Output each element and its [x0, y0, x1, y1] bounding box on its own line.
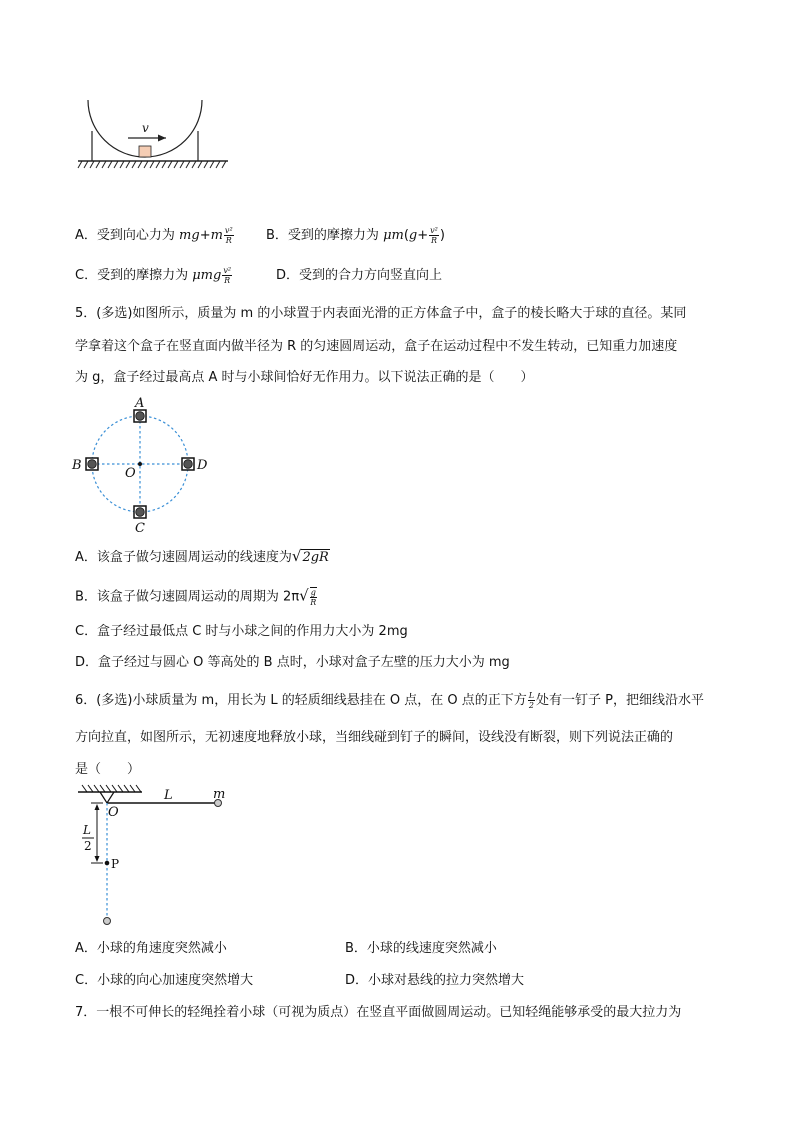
q5-option-b-num: g [310, 588, 316, 597]
q5-box-c [134, 506, 146, 518]
q4-option-a-fraction [224, 226, 234, 245]
q5-option-b-fraction [310, 587, 317, 607]
q6-pivot-bracket [100, 792, 114, 803]
q4-option-c [75, 266, 233, 285]
q6-stem-line-1-post: 处有一钉子 P，把细线沿水平 [536, 693, 705, 708]
q6-stem-line-2: 方向拉直，如图所示，无初速度地释放小球，当细线碰到钉子的瞬间，设线没有断裂，则下列说法正确的 [75, 730, 674, 745]
q4-option-c-fraction [222, 266, 232, 285]
q4-option-d-text: D．受到的合力方向竖直向上 [276, 268, 443, 283]
q4-option-a-den: R [225, 236, 232, 245]
q4-option-d [276, 268, 442, 284]
q6-figure [70, 782, 240, 932]
q5-option-a-sqrt-sign: √ [291, 547, 302, 565]
q5-option-d: D．盒子经过与圆心 O 等高处的 B 点时，小球对盒子左壁的压力大小为 mg [75, 655, 510, 670]
q5-stem-line-2: 学拿着这个盒子在竖直面内做半径为 R 的匀速圆周运动，盒子在运动过程中不发生转动，已知重力加速度 [75, 339, 678, 354]
q6-option-a: A．小球的角速度突然减小 [75, 941, 227, 956]
q6-label-o: O [108, 805, 119, 820]
q5-option-c: C．盒子经过最低点 C 时与小球之间的作用力大小为 2mg [75, 624, 408, 639]
q5-option-b [75, 587, 318, 607]
q4-option-b-fraction [429, 226, 439, 245]
q4-option-a-num: v² [224, 226, 233, 235]
q5-stem-line-3: 为 g，盒子经过最高点 A 时与小球间恰好无作用力。以下说法正确的是（ ） [75, 370, 534, 385]
q4-option-b-close: ) [439, 228, 445, 243]
q7-stem-line-1: 7．一根不可伸长的轻绳拴着小球（可视为质点）在竖直平面做圆周运动。已知轻绳能够承受的最大拉力为 [75, 1005, 682, 1020]
q6-stem-fraction [528, 691, 535, 710]
q4-option-c-prefix: C．受到的摩擦力为 [75, 268, 193, 283]
q4-v-label: v [142, 121, 149, 135]
q5-label-o: O [125, 466, 136, 481]
q6-option-c: C．小球的向心加速度突然增大 [75, 973, 254, 988]
q5-label-a: A [135, 396, 145, 411]
q5-option-a [75, 548, 330, 566]
q6-stem-line-1-pre: 6．(多选)小球质量为 m，用长为 L 的轻质细线悬挂在 O 点，在 O 点的正下方 [75, 693, 527, 708]
q6-option-d: D．小球对悬线的拉力突然增大 [345, 973, 525, 988]
q6-peg [105, 861, 110, 866]
q4-option-c-den: R [224, 276, 231, 285]
q4-option-c-num: v² [223, 266, 232, 275]
q4-option-a [75, 226, 235, 245]
q6-label-m: m [213, 787, 226, 802]
q5-figure [68, 395, 218, 535]
q4-option-b-open: ( [403, 228, 409, 243]
q6-stem-line-1 [75, 691, 704, 710]
q4-block [139, 146, 151, 157]
q5-box-b [86, 458, 98, 470]
q4-option-b-num: v² [430, 226, 438, 235]
q5-center-dot [138, 462, 142, 466]
q4-option-a-mg: mg [179, 228, 200, 243]
q4-ground-hatching [78, 161, 226, 168]
q5-label-d: D [197, 458, 208, 473]
q5-option-b-prefix: B．该盒子做匀速圆周运动的周期为 2π [75, 589, 300, 605]
q4-option-b-g: g [408, 228, 418, 243]
q6-ceiling-hatching [82, 785, 141, 792]
q5-label-b: B [72, 458, 82, 473]
q6-stem-fraction-den: 2 [528, 701, 534, 710]
q4-option-a-prefix: A．受到向心力为 [75, 228, 180, 243]
q4-option-a-m: m [210, 228, 223, 243]
q5-option-a-prefix: A．该盒子做匀速圆周运动的线速度为 [75, 550, 292, 565]
q6-dimension-arrow-bottom [95, 856, 100, 862]
q4-option-b-den: R [431, 236, 438, 245]
q6-stem-line-3: 是（ ） [75, 762, 141, 777]
q4-option-b-prefix: B．受到的摩擦力为 [266, 228, 384, 243]
q6-stem-fraction-num: L [528, 691, 535, 700]
q4-option-b-plus: + [417, 228, 429, 243]
q5-option-b-den: R [310, 598, 317, 607]
q5-label-c: C [135, 521, 145, 535]
q5-option-a-radicand: 2gR [302, 550, 329, 565]
q5-box-d [182, 458, 194, 470]
q6-dimension-arrow-top [95, 804, 100, 810]
q4-velocity-arrowhead [158, 135, 166, 142]
q5-stem-line-1: 5．(多选)如图所示，质量为 m 的小球置于内表面光滑的正方体盒子中，盒子的棱长略大于球的直径。某同 [75, 306, 687, 321]
q5-option-b-sqrt-sign: √ [299, 586, 309, 605]
q6-dim-label-num: L [83, 823, 91, 837]
q6-dim-label-den: 2 [84, 839, 92, 853]
q4-option-a-plus: + [199, 228, 211, 243]
q4-option-b [266, 226, 445, 245]
q6-label-p: P [111, 857, 120, 871]
q4-option-b-mu: μm [383, 228, 404, 243]
q4-figure [70, 95, 240, 175]
q6-label-l: L [164, 788, 173, 803]
q6-ball-bottom [104, 918, 111, 925]
q5-box-a [134, 410, 146, 422]
q6-option-b: B．小球的线速度突然减小 [345, 941, 497, 956]
q4-option-c-mu: μmg [192, 268, 222, 283]
